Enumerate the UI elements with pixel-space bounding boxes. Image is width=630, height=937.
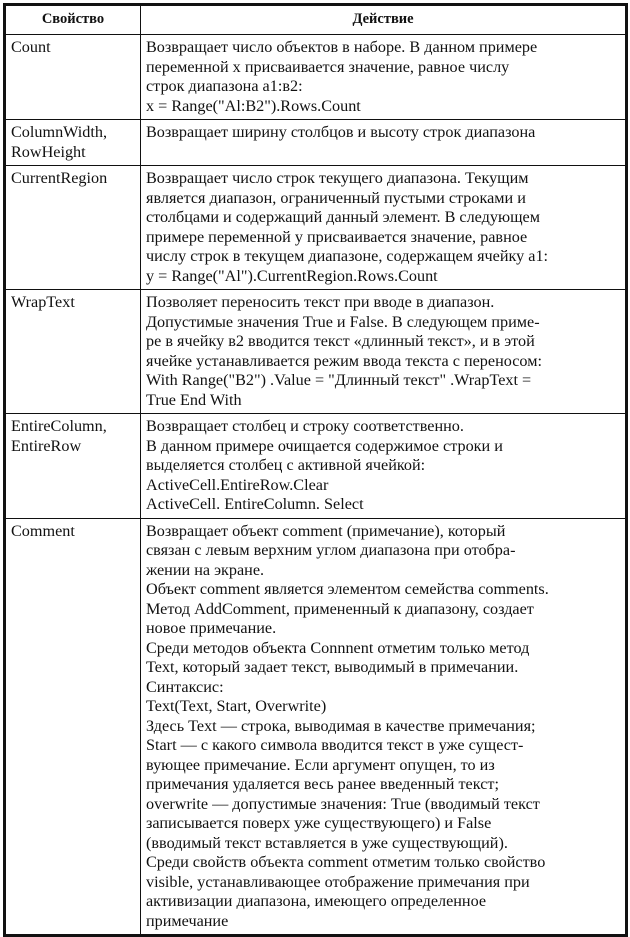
property-cell [5, 518, 141, 936]
action-cell [141, 120, 627, 166]
action-cell [141, 35, 627, 120]
code-line: Text(Text, Start, Overwrite) [146, 697, 327, 715]
property-name: WrapText [11, 293, 75, 311]
action-line: связан с левым верхним углом диапазона при отобра- [146, 541, 516, 559]
action-line: Среди методов объекта Connnent отметим только метод [146, 638, 530, 657]
action-line: столбцами и содержащий данный элемент. В следующем [146, 208, 540, 226]
action-line: числу строк в текущем диапазоне, содержащем ячейку a1: [146, 247, 549, 265]
code-line: y = Range("Al").CurrentRegion.Rows.Count [146, 266, 438, 285]
action-line: ячейке устанавливается режим ввода текста с переносом: [146, 351, 542, 370]
property-cell [5, 35, 141, 120]
action-line: Среди свойств объекта comment отметим только свойство [146, 853, 546, 871]
action-line: Синтаксис: [146, 677, 224, 696]
property-cell [5, 290, 141, 414]
action-line: Text, который задает текст, выводимый в примечании. [146, 658, 519, 676]
code-line: True End With [146, 390, 242, 409]
table-row-count [5, 35, 627, 120]
action-line: примере переменной y присваивается значение, равное [146, 227, 528, 246]
header-property: Свойство [5, 5, 141, 35]
table-row-comment [5, 518, 627, 936]
action-cell [141, 414, 627, 519]
table-row-wraptext [5, 290, 627, 414]
action-line: Start — с какого символа вводится текст в уже сущест- [146, 736, 524, 754]
action-line: примечание [146, 911, 229, 930]
action-line: новое примечание. [146, 619, 277, 637]
action-line: Возвращает число объектов в наборе. В данном примере [146, 38, 538, 56]
table-header-row [5, 5, 627, 35]
table-row-entirecolumn [5, 414, 627, 519]
action-line: overwrite — допустимые значения: True (вводимый текст [146, 794, 540, 813]
action-cell [141, 166, 627, 290]
action-line: Позволяет переносить текст при вводе в диапазон. [146, 293, 495, 311]
property-name: EntireColumn, [11, 417, 107, 435]
property-name: Comment [11, 521, 75, 540]
property-cell [5, 414, 141, 519]
action-line: (вводимый текст вставляется в уже существующий). [146, 833, 508, 852]
action-line: ре в ячейку в2 вводится текст «длинный текст», и в этой [146, 332, 535, 350]
property-cell [5, 120, 141, 166]
action-line: Метод AddComment, примененный к диапазону, создает [146, 599, 534, 618]
code-line: ActiveCell.EntireRow.Clear [146, 475, 329, 494]
property-cell [5, 166, 141, 290]
action-line: жении на экране. [146, 560, 265, 579]
property-name: RowHeight [11, 142, 86, 161]
action-cell [141, 290, 627, 414]
code-line: ActiveCell. EntireColumn. Select [146, 495, 364, 513]
action-line: Возвращает объект comment (примечание), который [146, 521, 506, 540]
property-name: CurrentRegion [11, 169, 108, 187]
action-line: visible, устанавливающее отображение примечания при [146, 872, 530, 891]
properties-table [3, 3, 628, 937]
action-line: записывается поверх уже существующего) и False [146, 814, 492, 832]
action-line: В данном примере очищается содержимое строки и [146, 436, 503, 455]
action-line: является диапазон, ограниченный пустыми строками и [146, 188, 526, 207]
code-line: x = Range("Al:B2").Rows.Count [146, 96, 361, 115]
table-row-currentregion [5, 166, 627, 290]
action-line: строк диапазона a1:в2: [146, 77, 303, 95]
property-name: ColumnWidth, [11, 123, 108, 141]
action-line: Возвращает ширину столбцов и высоту строк диапазона [146, 123, 536, 141]
table-row-columnwidth [5, 120, 627, 166]
action-line: Объект comment является элементом семейства comments. [146, 580, 549, 598]
code-line: With Range("B2") .Value = "Длинный текст" .WrapText = [146, 371, 532, 389]
action-line: Возвращает столбец и строку соответственно. [146, 417, 464, 435]
action-cell [141, 518, 627, 936]
action-line: примечания удаляется весь ранее введенный текст; [146, 775, 499, 793]
action-line: Возвращает число строк текущего диапазона. Текущим [146, 169, 529, 187]
action-line: вующее примечание. Если аргумент опущен, то из [146, 755, 495, 774]
action-line: Здесь Text — строка, выводимая в качестве примечания; [146, 716, 536, 735]
property-name: Count [11, 38, 51, 56]
action-line: Допустимые значения True и False. В следующем приме- [146, 312, 540, 331]
action-line: выделяется столбец с активной ячейкой: [146, 456, 426, 474]
action-line: переменной x присваивается значение, равное числу [146, 57, 510, 76]
action-line: активизации диапазона, имеющего определенное [146, 892, 487, 910]
property-name: EntireRow [11, 436, 82, 455]
header-action: Действие [141, 5, 627, 35]
